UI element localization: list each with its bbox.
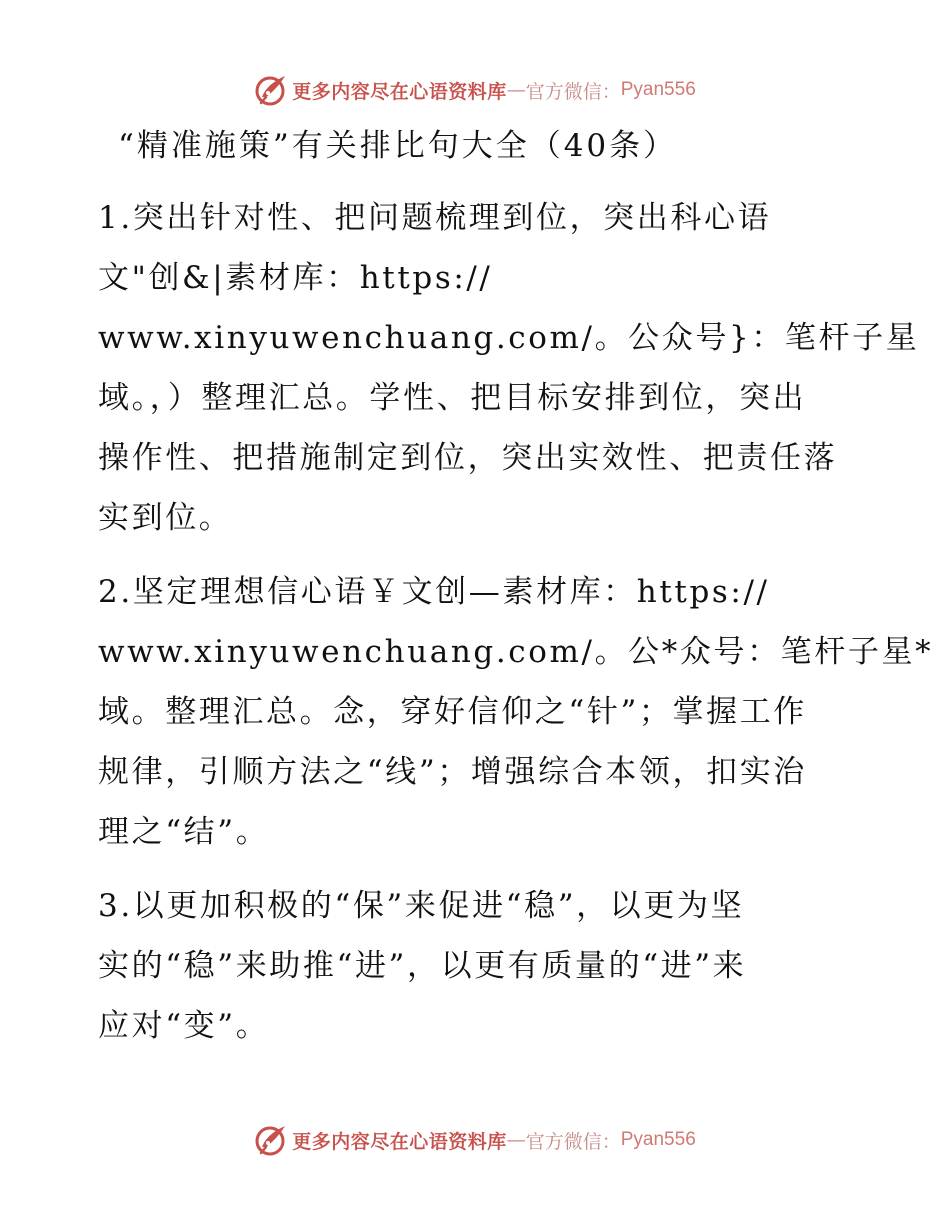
brand-text: 更多内容尽在心语资料库 <box>292 80 507 103</box>
paragraph-2 <box>98 562 934 862</box>
wechat-label: 官方微信： <box>525 1130 621 1153</box>
wechat-id: Pyan556 <box>620 79 696 100</box>
text-line: 规律，引顺方法之“线”；增强综合本领，扣实治 <box>98 754 807 790</box>
banner-separator: — <box>506 1129 526 1151</box>
text-line: 实到位。 <box>98 500 233 536</box>
text-line: 域。整理汇总。念，穿好信仰之“针”；掌握工作 <box>98 694 807 730</box>
paragraph-1 <box>98 188 920 548</box>
text-line: 1.突出针对性、把问题梳理到位，突出科心语 <box>98 200 772 236</box>
text-line: 文"创&|素材库：https:// <box>98 260 493 296</box>
text-line: www.xinyuwenchuang.com/。公众号}：笔杆子星 <box>98 320 920 356</box>
document-title: “精准施策”有关排比句大全（40条） <box>118 128 678 164</box>
text-line: 3.以更加积极的“保”来促进“稳”，以更为坚 <box>98 888 745 924</box>
header-banner <box>0 70 950 110</box>
text-line: 2.坚定理想信心语￥文创—素材库：https:// <box>98 574 770 610</box>
document-body <box>98 188 934 1070</box>
paragraph-3 <box>98 876 858 1056</box>
text-line: www.xinyuwenchuang.com/。公*众号：笔杆子星* <box>98 634 934 670</box>
text-line: 应对“变”。 <box>98 1008 270 1044</box>
footer-banner <box>0 1120 950 1160</box>
text-line: 域。，）整理汇总。学性、把目标安排到位，突出 <box>98 380 807 416</box>
text-line: 理之“结”。 <box>98 814 270 850</box>
brand-text: 更多内容尽在心语资料库 <box>292 1130 507 1153</box>
quill-pen-seal-icon <box>254 73 288 107</box>
text-line: 操作性、把措施制定到位，突出实效性、把责任落 <box>98 440 838 476</box>
banner-separator: — <box>506 79 526 101</box>
text-line: 实的“稳”来助推“进”，以更有质量的“进”来 <box>98 948 747 984</box>
quill-pen-seal-icon <box>254 1123 288 1157</box>
wechat-label: 官方微信： <box>525 80 621 103</box>
wechat-id: Pyan556 <box>620 1129 696 1150</box>
